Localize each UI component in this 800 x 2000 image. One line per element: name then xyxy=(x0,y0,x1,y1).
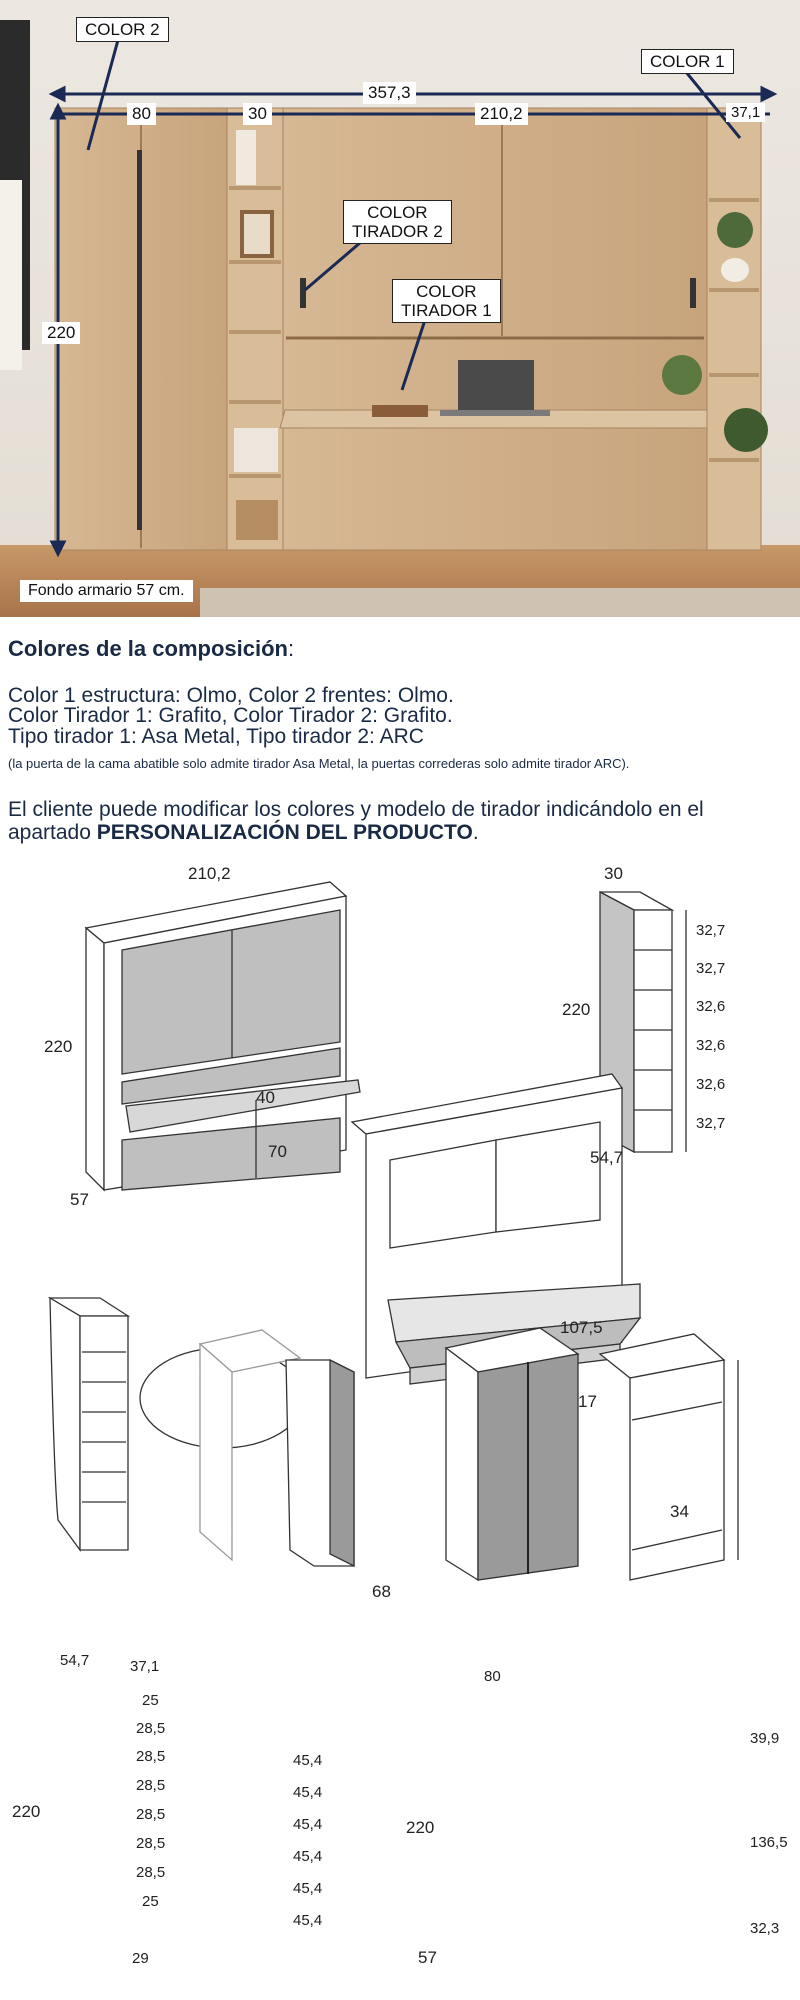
bed-height: 220 xyxy=(44,1037,73,1056)
open-bed-17: 17 xyxy=(578,1392,597,1411)
corner-height: 220 xyxy=(12,1802,41,1821)
wardrobe-inner: 39,9 xyxy=(750,1730,780,1747)
dim-30: 30 xyxy=(243,103,272,125)
handle-line: Tipo tirador 1: Asa Metal, Tipo tirador 2: ARC xyxy=(8,725,424,748)
corner-depth: 54,7 xyxy=(60,1652,90,1669)
room-photo xyxy=(0,0,800,617)
dim-total-width: 357,3 xyxy=(363,82,416,104)
corner-shelf: 28,5 xyxy=(136,1748,166,1765)
bed-width: 210,2 xyxy=(188,864,231,883)
dim-80: 80 xyxy=(127,103,156,125)
bed-depth: 57 xyxy=(70,1190,89,1209)
assembly-shelf: 45,4 xyxy=(293,1816,323,1833)
corner-shelf: 25 xyxy=(142,1893,159,1910)
color-line-2: Color Tirador 1: Grafito, Color Tirador 2: Grafito. xyxy=(8,704,453,727)
shelf-height: 220 xyxy=(562,1000,591,1019)
corner-shelf: 28,5 xyxy=(136,1777,166,1794)
assembly-shelf: 45,4 xyxy=(293,1880,323,1897)
wardrobe-inner: 136,5 xyxy=(750,1834,788,1851)
assembly-shelf: 45,4 xyxy=(293,1912,323,1929)
color1-label: COLOR 1 xyxy=(641,49,734,74)
open-bed-height: 107,5 xyxy=(560,1318,603,1337)
open-bed-34: 34 xyxy=(670,1502,689,1521)
composition-heading xyxy=(8,636,294,662)
shelf-spacing: 32,7 xyxy=(696,1115,726,1132)
corner-shelf: 25 xyxy=(142,1692,159,1709)
bed-leg: 70 xyxy=(268,1142,287,1161)
color2-label: COLOR 2 xyxy=(76,17,169,42)
bed-unit-drawing xyxy=(86,882,360,1190)
color-line-1: Color 1 estructura: Olmo, Color 2 frentes: Olmo. xyxy=(8,684,454,707)
bed-desk-height: 40 xyxy=(256,1088,275,1107)
corner-base: 29 xyxy=(132,1950,149,1967)
shelf-spacing: 32,7 xyxy=(696,922,726,939)
shelf-depth: 54,7 xyxy=(590,1148,624,1167)
corner-shelf: 28,5 xyxy=(136,1806,166,1823)
wardrobe-depth: 57 xyxy=(418,1948,437,1967)
composition-heading-text: Colores de la composición xyxy=(8,636,288,661)
assembly-shelf: 45,4 xyxy=(293,1848,323,1865)
shelf-width: 30 xyxy=(604,864,623,883)
wardrobe-width: 80 xyxy=(484,1668,501,1685)
corner-shelf: 28,5 xyxy=(136,1720,166,1737)
corner-width: 37,1 xyxy=(130,1658,160,1675)
tirador1-label-line1: COLOR xyxy=(416,282,477,301)
technical-drawings xyxy=(0,860,800,2000)
tirador2-label xyxy=(343,200,452,244)
tirador1-label xyxy=(392,279,501,323)
personalization-link[interactable]: PERSONALIZACIÓN DEL PRODUCTO xyxy=(96,821,473,844)
open-bed-68: 68 xyxy=(372,1582,391,1601)
customization-suffix: . xyxy=(472,821,479,844)
corner-unit-drawing xyxy=(50,1298,128,1550)
dim-371: 37,1 xyxy=(726,103,765,122)
wardrobe-drawing xyxy=(446,1328,738,1580)
dim-2102: 210,2 xyxy=(475,103,528,125)
shelf-spacing: 32,6 xyxy=(696,1076,726,1093)
customization-line-1: El cliente puede modificar los colores y modelo de tirador indicándolo en el xyxy=(8,798,704,821)
corner-shelf: 28,5 xyxy=(136,1864,166,1881)
depth-note: Fondo armario 57 cm. xyxy=(20,580,193,602)
wardrobe-height: 220 xyxy=(406,1818,435,1837)
tirador2-label-line1: COLOR xyxy=(367,203,428,222)
customization-line-2 xyxy=(8,823,479,843)
assembly-shelf: 45,4 xyxy=(293,1752,323,1769)
shelf-spacing: 32,6 xyxy=(696,998,726,1015)
wardrobe-inner: 32,3 xyxy=(750,1920,780,1937)
heading-colon: : xyxy=(287,636,295,661)
dim-220: 220 xyxy=(42,322,80,344)
handle-note: (la puerta de la cama abatible solo admite tirador Asa Metal, la puertas correderas solo admite tirador ARC). xyxy=(8,756,630,771)
tirador1-label-line2: TIRADOR 1 xyxy=(401,301,492,320)
assembly-shelf: 45,4 xyxy=(293,1784,323,1801)
tirador2-label-line2: TIRADOR 2 xyxy=(352,222,443,241)
customization-prefix: apartado xyxy=(8,821,97,844)
shelf-spacing: 32,6 xyxy=(696,1037,726,1054)
corner-shelf: 28,5 xyxy=(136,1835,166,1852)
shelf-spacing: 32,7 xyxy=(696,960,726,977)
